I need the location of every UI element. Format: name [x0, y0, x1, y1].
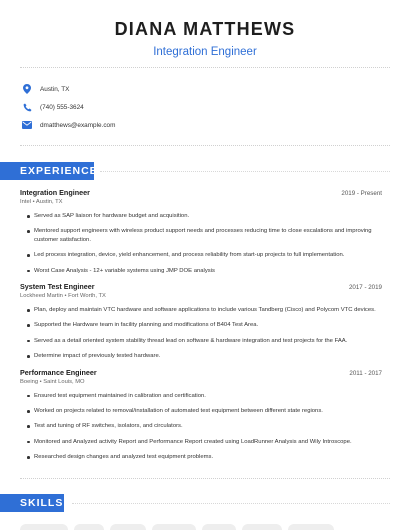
list-item: Served as SAP liaison for hardware budget and acquisition. — [27, 212, 382, 220]
list-item: Served as a detail oriented system stability thread lead on software & hardware integration and test projects for the FAA. — [27, 337, 382, 345]
skill-chip — [242, 524, 282, 530]
list-item: Researched design changes and analyzed test equipment problems. — [27, 453, 382, 461]
skill-chip — [74, 524, 104, 530]
experience-list — [20, 188, 382, 469]
job-entry-bullets — [20, 392, 382, 462]
job-entry-company: Lockheed Martin • Fort Worth, TX — [20, 293, 106, 300]
skill-chip — [202, 524, 236, 530]
list-item: Ensured test equipment maintained in calibration and certification. — [27, 392, 382, 400]
list-item: Mentored support engineers with wireless product support needs and processes reducing time to close escalations and improving customer satisfaction. — [27, 227, 382, 244]
section-skills-line — [72, 503, 390, 504]
contact-email — [22, 116, 382, 134]
skill-chip — [20, 524, 68, 530]
job-entry-bullets — [20, 212, 382, 275]
job-entry-dates: 2011 - 2017 — [349, 369, 382, 377]
candidate-name: DIANA MATTHEWS — [114, 19, 296, 39]
job-entry-title: Performance Engineer — [20, 367, 97, 377]
resume-header — [0, 0, 410, 59]
job-entry-title: Integration Engineer — [20, 188, 90, 197]
list-item: Worst Case Analysis - 12+ variable systems using JMP DOE analysis — [27, 267, 382, 275]
list-item: Determine impact of previously tested hardware. — [27, 352, 382, 360]
job-entry — [20, 188, 382, 275]
location-pin-icon — [22, 84, 32, 94]
phone-icon — [22, 102, 32, 112]
contact-list — [22, 80, 382, 134]
list-item: Led process integration, device, yield enhancement, and process reliability from start-up projects to full implementation. — [27, 251, 382, 259]
contact-email-text: dmatthews@example.com — [40, 121, 116, 129]
skill-chip — [152, 524, 196, 530]
contact-phone-text: (740) 555-3624 — [40, 103, 84, 111]
section-experience-heading: EXPERIENCE — [0, 162, 94, 180]
section-experience-line — [100, 171, 390, 172]
job-title-heading: Integration Engineer — [153, 46, 257, 58]
job-entry-company: Boeing • Saint Louis, MO — [20, 378, 85, 385]
skill-chip — [288, 524, 334, 530]
contact-phone — [22, 98, 382, 116]
contact-location — [22, 80, 382, 98]
contact-location-text: Austin, TX — [40, 85, 70, 93]
section-skills-heading: SKILLS — [0, 494, 64, 512]
contact-divider — [20, 145, 390, 146]
job-entry-title: System Test Engineer — [20, 282, 95, 292]
list-item: Plan, deploy and maintain VTC hardware and software applications to include various Tandberg (Cisco) and Polycom VTC devices. — [27, 306, 382, 314]
list-item: Supported the Hardware team in facility planning and modifications of B404 Test Area. — [27, 321, 382, 329]
header-divider — [20, 67, 390, 68]
list-item: Test and tuning of RF switches, isolators, and circulators. — [27, 422, 382, 430]
job-entry-bullets — [20, 306, 382, 361]
job-entry-dates: 2019 - Present — [341, 190, 382, 197]
job-entry — [20, 368, 382, 462]
skill-chip — [110, 524, 146, 530]
job-entry-dates: 2017 - 2019 — [348, 284, 382, 292]
job-entry — [20, 282, 382, 361]
job-entry-company: Intel • Austin, TX — [20, 199, 63, 205]
list-item: Worked on projects related to removal/installation of automated test equipment between different state regions. — [27, 407, 382, 415]
list-item: Monitored and Analyzed activity Report and Performance Report created using LoadRunner Analysis and Wily Introscope. — [27, 438, 382, 446]
email-icon — [22, 120, 32, 130]
experience-divider — [20, 478, 390, 479]
